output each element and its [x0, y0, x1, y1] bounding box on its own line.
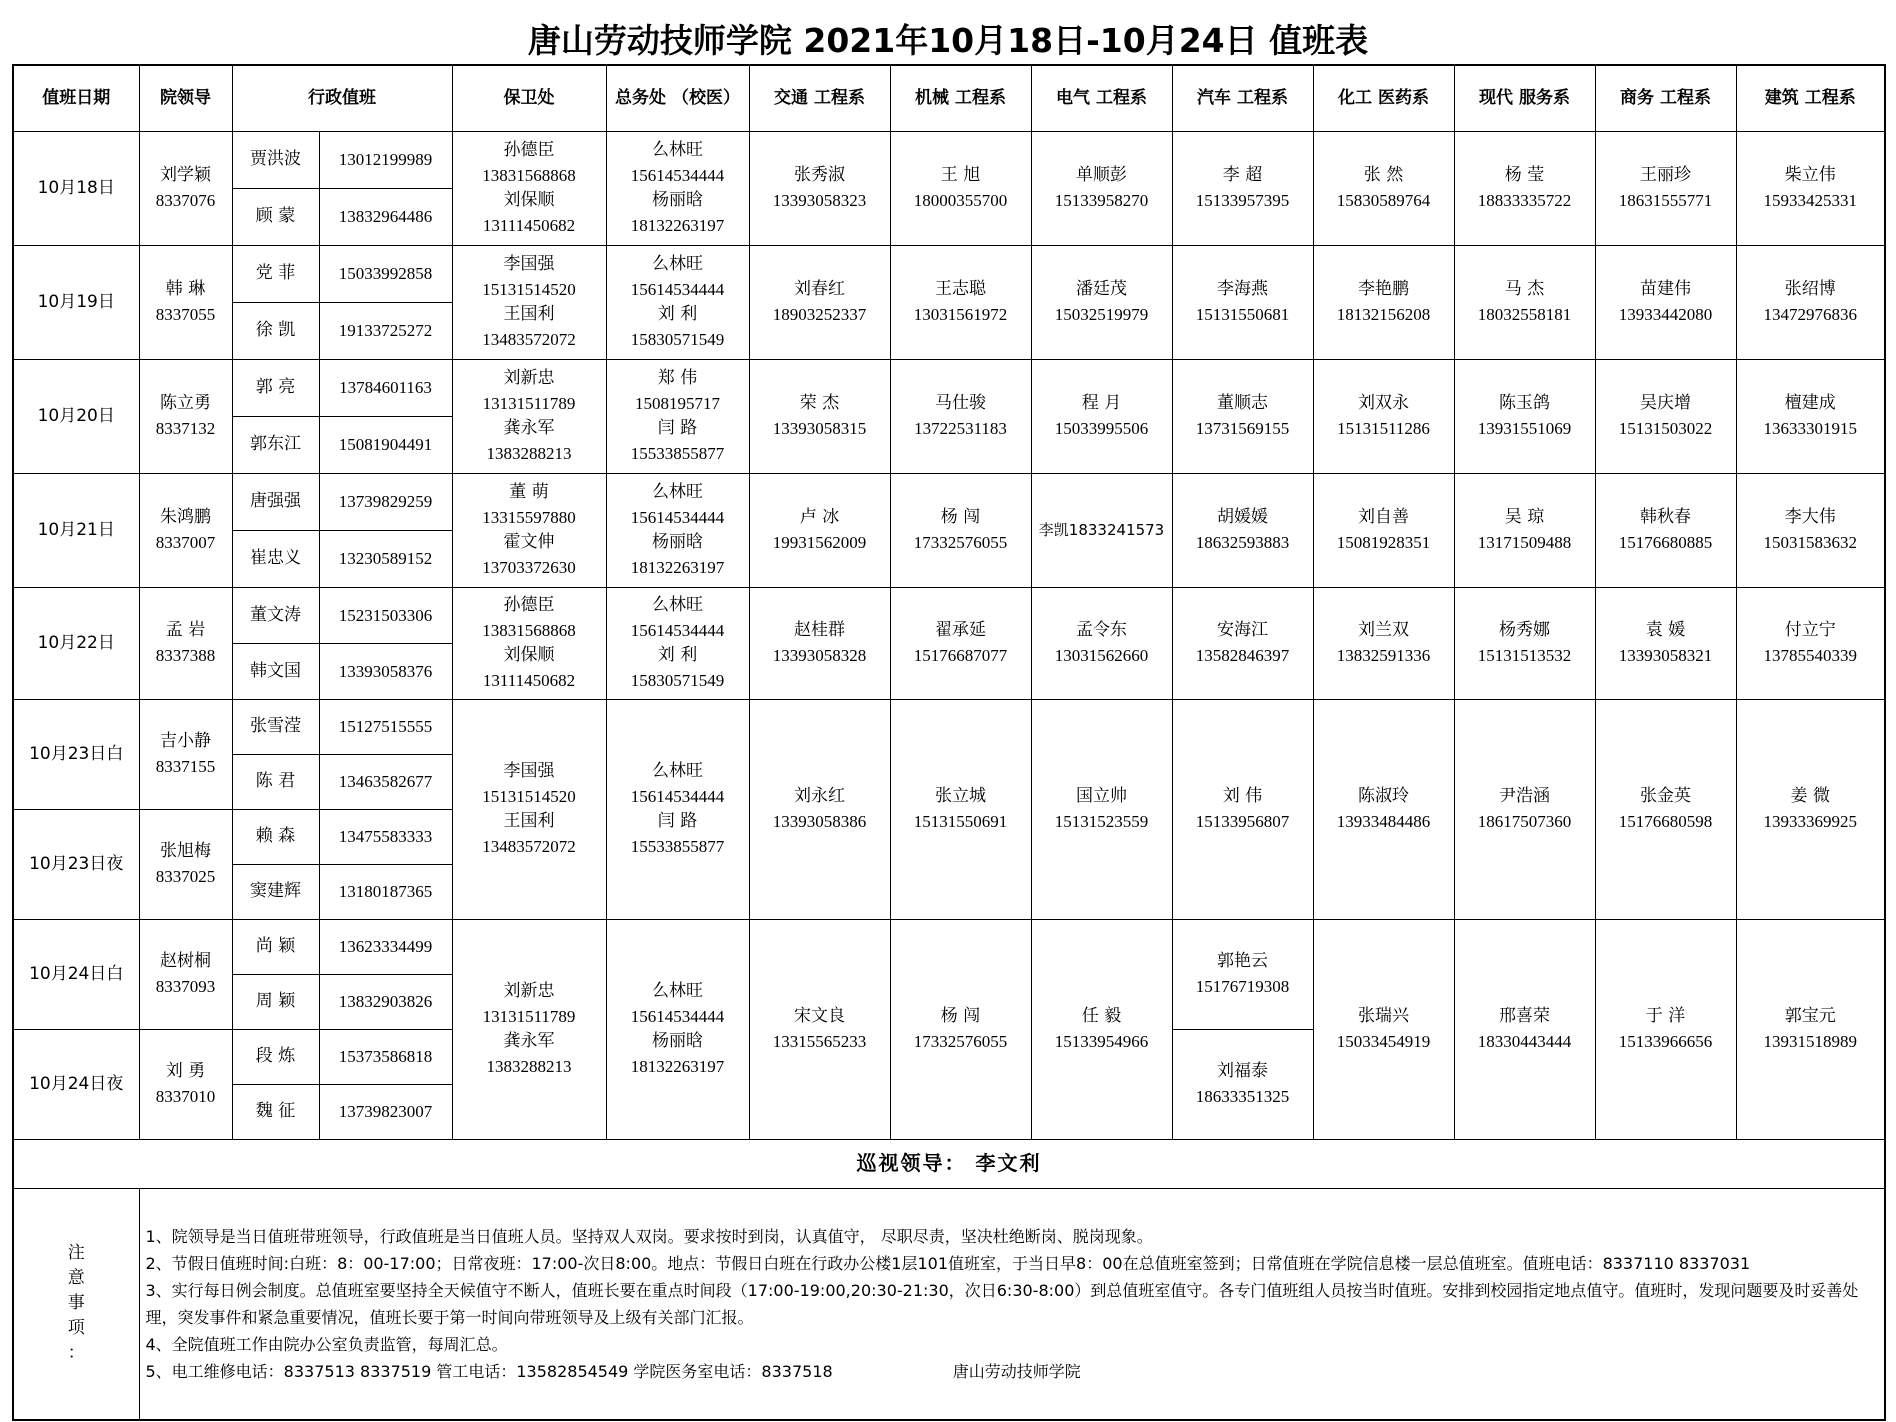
dept-cell: 郭艳云 15176719308 [1172, 919, 1313, 1029]
notes-row [13, 1188, 1885, 1420]
duty-date: 10月18日 [13, 131, 139, 245]
dept-cell: 王丽珍 18631555771 [1595, 131, 1736, 245]
security-cell: 李国强 15131514520 王国利 13483572072 [452, 699, 606, 919]
admin-name: 韩文国 [232, 643, 319, 699]
dept-cell: 单顺彭 15133958270 [1031, 131, 1172, 245]
dept-cell: 张 然 15830589764 [1313, 131, 1454, 245]
dept-cell: 荣 杰 13393058315 [749, 359, 890, 473]
leader-cell: 韩 琳 8337055 [139, 245, 232, 359]
dept-cell: 王 旭 18000355700 [890, 131, 1031, 245]
dept-cell: 吴庆增 15131503022 [1595, 359, 1736, 473]
admin-name: 赖 森 [232, 809, 319, 864]
dept-cell: 任 毅 15133954966 [1031, 919, 1172, 1139]
patrol-leader: 巡视领导： 李文利 [13, 1139, 1885, 1188]
admin-phone: 15127515555 [319, 699, 452, 754]
admin-phone: 13393058376 [319, 643, 452, 699]
dept-cell: 张绍博 13472976836 [1736, 245, 1885, 359]
admin-phone: 19133725272 [319, 302, 452, 359]
dept-cell: 张瑞兴 15033454919 [1313, 919, 1454, 1139]
admin-name: 陈 君 [232, 754, 319, 809]
security-cell: 孙德臣 13831568868 刘保顺 13111450682 [452, 131, 606, 245]
dept-cell: 程 月 15033995506 [1031, 359, 1172, 473]
security-cell: 孙德臣 13831568868 刘保顺 13111450682 [452, 587, 606, 699]
dept-cell: 杨 莹 18833335722 [1454, 131, 1595, 245]
table-row [13, 699, 1885, 754]
header-dept-mechanical: 机械 工程系 [890, 65, 1031, 131]
general-affairs-cell: 么林旺 15614534444 杨丽晗 18132263197 [606, 473, 749, 587]
dept-cell: 韩秋春 15176680885 [1595, 473, 1736, 587]
dept-cell: 付立宁 13785540339 [1736, 587, 1885, 699]
table-row [13, 473, 1885, 530]
notes-content [139, 1188, 1885, 1420]
duty-date: 10月23日白 [13, 699, 139, 809]
dept-cell: 翟承延 15176687077 [890, 587, 1031, 699]
admin-phone: 13739829259 [319, 473, 452, 530]
header-dept-construction: 建筑 工程系 [1736, 65, 1885, 131]
dept-cell: 郭宝元 13931518989 [1736, 919, 1885, 1139]
dept-cell: 宋文良 13315565233 [749, 919, 890, 1139]
leader-cell: 赵树桐 8337093 [139, 919, 232, 1029]
admin-name: 唐强强 [232, 473, 319, 530]
table-row [13, 919, 1885, 974]
admin-name: 党 菲 [232, 245, 319, 302]
signature: 唐山劳动技师学院 [952, 1361, 1081, 1381]
dept-cell: 尹浩涵 18617507360 [1454, 699, 1595, 919]
admin-phone: 15081904491 [319, 416, 452, 473]
admin-name: 董文涛 [232, 587, 319, 643]
leader-cell: 朱鸿鹏 8337007 [139, 473, 232, 587]
admin-phone: 13230589152 [319, 530, 452, 587]
admin-phone: 13832903826 [319, 974, 452, 1029]
duty-date: 10月21日 [13, 473, 139, 587]
page-title: 唐山劳动技师学院 2021年10月18日-10月24日 值班表 [527, 21, 1369, 60]
admin-name: 尚 颖 [232, 919, 319, 974]
dept-cell: 刘双永 15131511286 [1313, 359, 1454, 473]
duty-date: 10月22日 [13, 587, 139, 699]
dept-cell: 张秀淑 13393058323 [749, 131, 890, 245]
dept-cell: 刘春红 18903252337 [749, 245, 890, 359]
admin-name: 崔忠义 [232, 530, 319, 587]
leader-cell: 吉小静 8337155 [139, 699, 232, 809]
admin-phone: 13832964486 [319, 188, 452, 245]
admin-phone: 13180187365 [319, 864, 452, 919]
dept-cell: 张金英 15176680598 [1595, 699, 1736, 919]
admin-name: 顾 蒙 [232, 188, 319, 245]
dept-cell: 檀建成 13633301915 [1736, 359, 1885, 473]
dept-cell: 董顺志 13731569155 [1172, 359, 1313, 473]
admin-phone: 15033992858 [319, 245, 452, 302]
admin-name: 周 颖 [232, 974, 319, 1029]
dept-cell: 李大伟 15031583632 [1736, 473, 1885, 587]
leader-cell: 刘 勇 8337010 [139, 1029, 232, 1139]
leader-cell: 陈立勇 8337132 [139, 359, 232, 473]
admin-phone: 13623334499 [319, 919, 452, 974]
dept-cell: 杨 闯 17332576055 [890, 919, 1031, 1139]
dept-cell: 张立城 15131550691 [890, 699, 1031, 919]
general-affairs-cell: 么林旺 15614534444 刘 利 15830571549 [606, 587, 749, 699]
dept-cell: 马 杰 18032558181 [1454, 245, 1595, 359]
duty-date: 10月23日夜 [13, 809, 139, 919]
admin-name: 贾洪波 [232, 131, 319, 188]
dept-cell: 胡媛媛 18632593883 [1172, 473, 1313, 587]
duty-date: 10月19日 [13, 245, 139, 359]
dept-cell: 潘廷茂 15032519979 [1031, 245, 1172, 359]
note-item: 3、实行每日例会制度。总值班室要坚持全天候值守不断人，值班长要在重点时间段（17:00-19:00,20:30-21:30，次日6:30-8:00）到总值班室值守。各专门值班组人员按当时值班。安排到校园指定地点值守。值班时，发现问题要及时妥善处理，突发事件和紧急重要情况，值班长要于第一时间向带班领导及上级有关部门汇报。 [145, 1280, 1859, 1327]
duty-date: 10月20日 [13, 359, 139, 473]
dept-cell: 杨秀娜 15131513532 [1454, 587, 1595, 699]
dept-cell: 刘自善 15081928351 [1313, 473, 1454, 587]
security-cell: 李国强 15131514520 王国利 13483572072 [452, 245, 606, 359]
admin-phone: 13463582677 [319, 754, 452, 809]
note-item: 1、院领导是当日值班带班领导，行政值班是当日值班人员。坚持双人双岗。要求按时到岗，认真值守， 尽职尽责，坚决杜绝断岗、脱岗现象。 [145, 1226, 1153, 1246]
header-dept-business: 商务 工程系 [1595, 65, 1736, 131]
general-affairs-cell: 郑 伟 1508195717 闫 路 15533855877 [606, 359, 749, 473]
leader-cell: 孟 岩 8337388 [139, 587, 232, 699]
header-dept-automotive: 汽车 工程系 [1172, 65, 1313, 131]
dept-cell: 吴 琼 13171509488 [1454, 473, 1595, 587]
dept-cell: 刘兰双 13832591336 [1313, 587, 1454, 699]
header-dept-service: 现代 服务系 [1454, 65, 1595, 131]
admin-phone: 13475583333 [319, 809, 452, 864]
admin-name: 徐 凯 [232, 302, 319, 359]
dept-cell: 刘福泰 18633351325 [1172, 1029, 1313, 1139]
admin-phone: 15373586818 [319, 1029, 452, 1084]
admin-name: 窦建辉 [232, 864, 319, 919]
dept-cell: 李海燕 15131550681 [1172, 245, 1313, 359]
dept-cell: 赵桂群 13393058328 [749, 587, 890, 699]
header-dept-traffic: 交通 工程系 [749, 65, 890, 131]
admin-phone: 13739823007 [319, 1084, 452, 1139]
admin-name: 张雪滢 [232, 699, 319, 754]
header-date: 值班日期 [13, 65, 139, 131]
dept-cell: 李凯1833241573 [1031, 473, 1172, 587]
dept-cell: 李 超 15133957395 [1172, 131, 1313, 245]
dept-cell: 李艳鹏 18132156208 [1313, 245, 1454, 359]
header-leader: 院领导 [139, 65, 232, 131]
note-item: 5、电工维修电话：8337513 8337519 管工电话：13582854549 学院医务室电话：8337518 唐山劳动技师学院 [146, 1358, 1879, 1385]
dept-cell: 王志聪 13031561972 [890, 245, 1031, 359]
dept-cell: 于 洋 15133966656 [1595, 919, 1736, 1139]
dept-cell: 孟令东 13031562660 [1031, 587, 1172, 699]
dept-cell: 苗建伟 13933442080 [1595, 245, 1736, 359]
dept-cell: 陈淑玲 13933484486 [1313, 699, 1454, 919]
dept-cell: 姜 微 13933369925 [1736, 699, 1885, 919]
dept-cell: 马仕骏 13722531183 [890, 359, 1031, 473]
dept-cell: 陈玉鸽 13931551069 [1454, 359, 1595, 473]
security-cell: 刘新忠 13131511789 龚永军 1383288213 [452, 359, 606, 473]
header-security: 保卫处 [452, 65, 606, 131]
patrol-row [13, 1139, 1885, 1188]
admin-phone: 13012199989 [319, 131, 452, 188]
admin-phone: 15231503306 [319, 587, 452, 643]
admin-name: 段 炼 [232, 1029, 319, 1084]
leader-cell: 张旭梅 8337025 [139, 809, 232, 919]
general-affairs-cell: 么林旺 15614534444 杨丽晗 18132263197 [606, 131, 749, 245]
header-dept-electrical: 电气 工程系 [1031, 65, 1172, 131]
note-item: 2、节假日值班时间:白班：8：00-17:00；日常夜班：17:00-次日8:00。地点：节假日白班在行政办公楼1层101值班室，于当日早8：00在总值班室签到；日常值班在学院信息楼一层总值班室。值班电话：8337110 8337031 [145, 1253, 1751, 1273]
admin-name: 魏 征 [232, 1084, 319, 1139]
dept-cell: 杨 闯 17332576055 [890, 473, 1031, 587]
admin-name: 郭 亮 [232, 359, 319, 416]
dept-cell: 安海江 13582846397 [1172, 587, 1313, 699]
note-item: 4、全院值班工作由院办公室负责监管，每周汇总。 [145, 1334, 508, 1354]
security-cell: 董 萌 13315597880 霍文伸 13703372630 [452, 473, 606, 587]
duty-date: 10月24日白 [13, 919, 139, 1029]
dept-cell: 邢喜荣 18330443444 [1454, 919, 1595, 1139]
general-affairs-cell: 么林旺 15614534444 杨丽晗 18132263197 [606, 919, 749, 1139]
table-row [13, 587, 1885, 643]
admin-name: 郭东江 [232, 416, 319, 473]
header-admin: 行政值班 [232, 65, 452, 131]
general-affairs-cell: 么林旺 15614534444 刘 利 15830571549 [606, 245, 749, 359]
dept-cell: 刘 伟 15133956807 [1172, 699, 1313, 919]
dept-cell: 刘永红 13393058386 [749, 699, 890, 919]
general-affairs-cell: 么林旺 15614534444 闫 路 15533855877 [606, 699, 749, 919]
dept-cell: 卢 冰 19931562009 [749, 473, 890, 587]
admin-phone: 13784601163 [319, 359, 452, 416]
table-row [13, 131, 1885, 188]
dept-cell: 柴立伟 15933425331 [1736, 131, 1885, 245]
header-dept-chemical: 化工 医药系 [1313, 65, 1454, 131]
duty-date: 10月24日夜 [13, 1029, 139, 1139]
table-row [13, 359, 1885, 416]
header-general: 总务处 （校医） [606, 65, 749, 131]
header-row [13, 65, 1885, 131]
dept-cell: 国立帅 15131523559 [1031, 699, 1172, 919]
table-row [13, 245, 1885, 302]
leader-cell: 刘学颖 8337076 [139, 131, 232, 245]
duty-table [12, 64, 1886, 1421]
security-cell: 刘新忠 13131511789 龚永军 1383288213 [452, 919, 606, 1139]
notes-label: 注 意 事 项 ： [13, 1188, 139, 1420]
dept-cell: 袁 媛 13393058321 [1595, 587, 1736, 699]
